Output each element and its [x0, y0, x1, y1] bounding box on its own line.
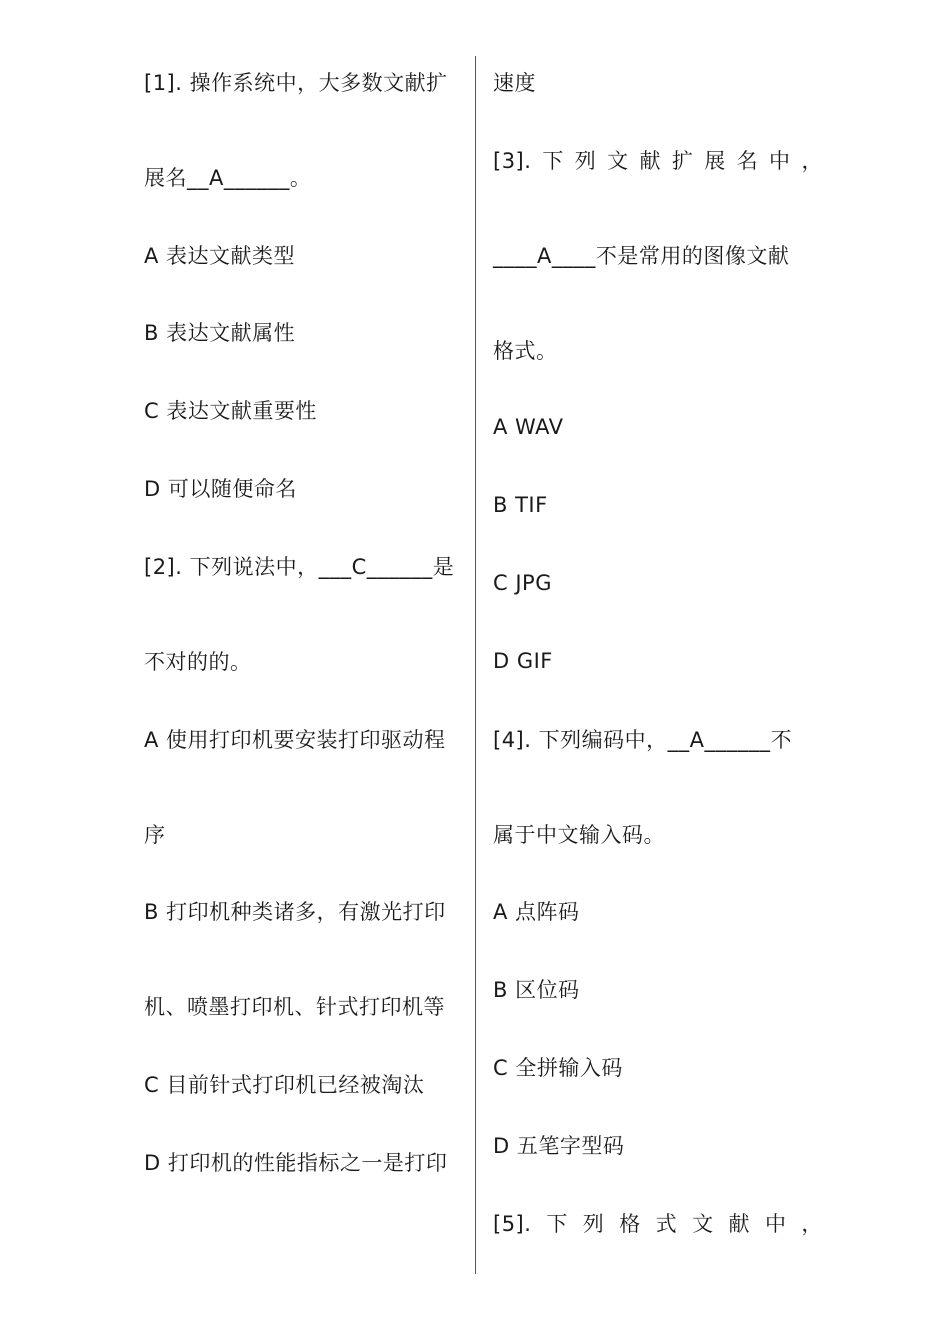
q3-char: 下: [542, 149, 564, 173]
q4-option-d: D 五笔字型码: [493, 1134, 625, 1158]
q3-stem-line2: ____A____不是常用的图像文献: [493, 244, 790, 268]
q3-option-b: B TIF: [493, 493, 548, 517]
q3-option-d: D GIF: [493, 649, 553, 673]
q3-char: 献: [639, 149, 661, 173]
q2-option-a-line1: A 使用打印机要安装打印驱动程: [144, 728, 446, 752]
q1-stem-line1: [1]. 操作系统中，大多数文献扩: [144, 71, 448, 95]
q2-option-b-line1: B 打印机种类诸多，有激光打印: [144, 900, 446, 924]
q5-char: 中: [764, 1212, 787, 1236]
q5-char: 文: [692, 1212, 714, 1236]
q1-option-d: D 可以随便命名: [144, 477, 297, 501]
q5-char: 列: [582, 1212, 605, 1236]
q2-stem-line2: 不对的的。: [144, 650, 252, 674]
q3-char: 扩: [671, 149, 694, 173]
q4-option-b: B 区位码: [493, 978, 580, 1002]
q3-stem-line1: [493, 148, 823, 174]
q1-stem-line2: 展名__A______。: [144, 166, 312, 190]
q3-char: 名: [736, 149, 759, 173]
q4-stem-line1: [4]. 下列编码中，__A______不: [493, 728, 792, 752]
column-divider: [475, 56, 476, 1274]
q3-char: ，: [801, 149, 823, 173]
q3-char: 展: [704, 149, 726, 173]
q3-number: [3].: [493, 149, 532, 173]
q3-char: 列: [574, 149, 597, 173]
q5-number: [5].: [493, 1212, 532, 1236]
q5-char: 格: [619, 1212, 641, 1236]
q5-stem-line1: [493, 1211, 823, 1237]
q3-option-a: A WAV: [493, 415, 564, 439]
q3-stem-line3: 格式。: [493, 339, 558, 363]
q4-option-a: A 点阵码: [493, 900, 580, 924]
q3-char: 文: [607, 149, 629, 173]
q1-option-c: C 表达文献重要性: [144, 399, 317, 423]
q3-option-c: C JPG: [493, 571, 552, 595]
q1-option-a: A 表达文献类型: [144, 244, 296, 268]
q2-option-a-line2: 序: [144, 823, 166, 847]
q2-option-d-line2: 速度: [493, 71, 536, 95]
q2-option-d-line1: D 打印机的性能指标之一是打印: [144, 1151, 448, 1175]
q3-char: 中: [769, 149, 791, 173]
q5-char: 献: [728, 1212, 751, 1236]
q2-option-c: C 目前针式打印机已经被淘汰: [144, 1073, 425, 1097]
q4-option-c: C 全拼输入码: [493, 1056, 623, 1080]
q4-stem-line2: 属于中文输入码。: [493, 823, 665, 847]
q1-option-b: B 表达文献属性: [144, 321, 296, 345]
q2-option-b-line2: 机、喷墨打印机、针式打印机等: [144, 995, 445, 1019]
q5-char: ，: [801, 1212, 823, 1236]
q5-char: 下: [546, 1212, 568, 1236]
q2-stem-line1: [2]. 下列说法中，___C______是: [144, 555, 455, 579]
q5-char: 式: [655, 1212, 678, 1236]
